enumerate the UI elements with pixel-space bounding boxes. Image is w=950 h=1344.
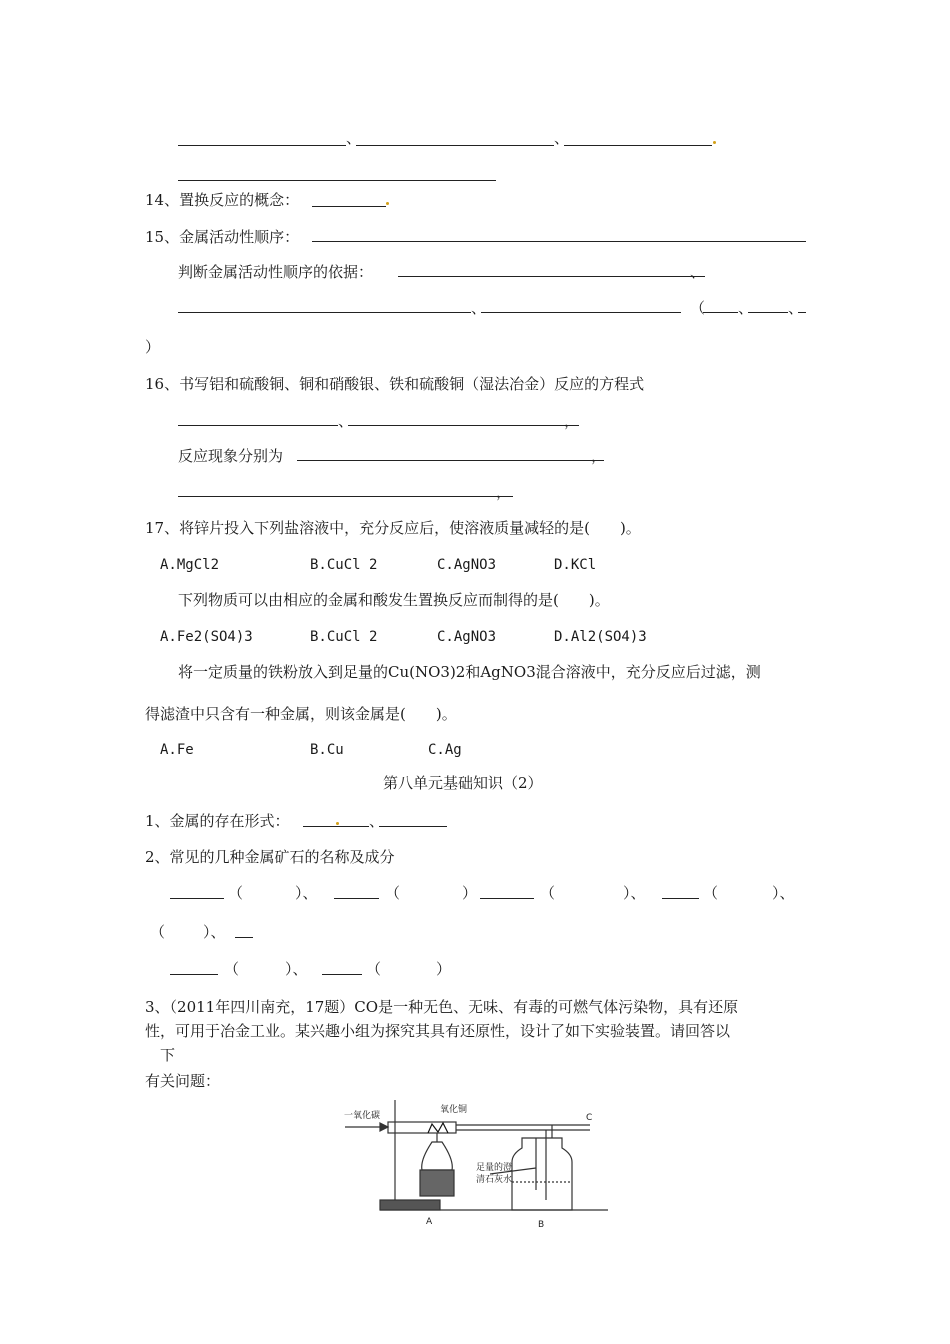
paren: ）、 — [772, 884, 795, 902]
blank[interactable] — [662, 898, 699, 899]
q17b-option-b: B.CuCl 2 — [310, 629, 378, 645]
paren: ） — [436, 960, 452, 978]
s2-label: 2、常见的几种金属矿石的名称及成分 — [145, 848, 395, 866]
q17b-option-c: C.AgNO3 — [437, 629, 497, 645]
paren: （ — [224, 960, 240, 978]
separator: ， — [591, 447, 607, 465]
blank[interactable] — [170, 974, 218, 975]
q17-option-d: D.KCl — [554, 557, 597, 573]
blank[interactable] — [235, 937, 253, 938]
stand-base — [380, 1200, 440, 1210]
q16-label: 16、书写铝和硫酸铜、铜和硝酸银、铁和硫酸铜（湿法冶金）反应的方程式 — [145, 375, 645, 393]
blank[interactable] — [498, 496, 513, 497]
lime-water-bottle — [512, 1138, 572, 1210]
paren: （ — [150, 923, 166, 941]
q16-phen-label: 反应现象分别为 — [178, 447, 284, 465]
paren: （ — [690, 299, 706, 317]
separator: 、 — [554, 129, 570, 147]
q17-option-c: C.AgNO3 — [437, 557, 497, 573]
q17c-option-a: A.Fe — [160, 742, 194, 758]
s3-line-1: 3、（2011年四川南充，17题）CO是一种无色、无味、有毒的可燃气体污染物，具有还原 — [145, 998, 739, 1016]
paren: ）、 — [203, 923, 226, 941]
blank[interactable] — [564, 145, 712, 146]
blank[interactable] — [178, 145, 346, 146]
separator: 、 — [738, 299, 754, 317]
label-c: C — [586, 1113, 593, 1123]
label-co: 一氧化碳 — [344, 1111, 381, 1121]
q17c-stem-2: 得滤渣中只含有一种金属，则该金属是( )。 — [145, 705, 457, 723]
blank[interactable] — [591, 460, 604, 461]
label-cuo: 氧化铜 — [440, 1105, 468, 1115]
blank[interactable] — [170, 898, 224, 899]
copper-oxide — [428, 1123, 448, 1133]
blank[interactable] — [748, 312, 788, 313]
section-title: 第八单元基础知识（2） — [383, 774, 543, 792]
label-a: A — [426, 1217, 433, 1227]
q17b-stem: 下列物质可以由相应的金属和酸发生置换反应而制得的是( )。 — [178, 591, 610, 609]
paren: （ — [385, 884, 401, 902]
label-lime-2: 清石灰水 — [476, 1175, 513, 1185]
q17c-stem-1: 将一定质量的铁粉放入到足量的Cu(NO3)2和AgNO3混合溶液中，充分反应后过滤，测 — [178, 663, 761, 681]
blank[interactable] — [297, 460, 591, 461]
apparatus-figure — [340, 1090, 615, 1235]
separator: 、 — [788, 299, 804, 317]
q17c-option-c: C.Ag — [428, 742, 462, 758]
separator: 、 — [346, 129, 362, 147]
paren: ）、 — [295, 884, 318, 902]
separator: 、 — [690, 263, 706, 281]
paren: ） — [462, 884, 478, 902]
paren: ）、 — [623, 884, 646, 902]
blank[interactable] — [178, 312, 471, 313]
alcohol-lamp — [422, 1142, 453, 1170]
blank[interactable] — [481, 312, 681, 313]
mark — [713, 141, 716, 144]
q17-option-a: A.MgCl2 — [160, 557, 220, 573]
separator: ， — [496, 483, 512, 501]
q17b-option-d: D.Al2(SO4)3 — [554, 629, 647, 645]
blank[interactable] — [480, 898, 534, 899]
blank[interactable] — [178, 180, 496, 181]
s3-line-4: 有关问题： — [145, 1072, 221, 1090]
blank[interactable] — [398, 276, 688, 277]
q17-stem: 17、将锌片投入下列盐溶液中，充分反应后，使溶液质量减轻的是( )。 — [145, 519, 641, 537]
mark — [336, 822, 339, 825]
blank[interactable] — [322, 974, 362, 975]
separator: ， — [564, 412, 580, 430]
blank[interactable] — [178, 496, 498, 497]
blank[interactable] — [348, 425, 566, 426]
blank[interactable] — [566, 425, 579, 426]
q17b-option-a: A.Fe2(SO4)3 — [160, 629, 253, 645]
blank[interactable] — [303, 826, 369, 827]
q14-label: 14、置换反应的概念： — [145, 191, 300, 209]
paren: （ — [540, 884, 556, 902]
blank[interactable] — [312, 206, 386, 207]
q15-basis-label: 判断金属活动性顺序的依据： — [178, 263, 374, 281]
blank[interactable] — [688, 276, 705, 277]
s3-line-3: 下 — [160, 1046, 176, 1064]
blank[interactable] — [312, 241, 806, 242]
s3-line-2: 性，可用于冶金工业。某兴趣小组为探究其具有还原性，设计了如下实验装置。请回答以 — [145, 1022, 731, 1040]
q15-label: 15、金属活动性顺序： — [145, 228, 300, 246]
blank[interactable] — [379, 826, 447, 827]
label-b: B — [538, 1220, 545, 1230]
blank[interactable] — [798, 312, 806, 313]
mark — [386, 202, 389, 205]
paren-close: ） — [145, 338, 161, 356]
paren: （ — [703, 884, 719, 902]
paren: （ — [366, 960, 382, 978]
blank[interactable] — [178, 425, 338, 426]
q17-option-b: B.CuCl 2 — [310, 557, 378, 573]
paren: ）、 — [285, 960, 308, 978]
blank[interactable] — [703, 312, 738, 313]
separator: 、 — [369, 812, 385, 830]
separator: 、 — [338, 412, 354, 430]
blank[interactable] — [334, 898, 379, 899]
separator: 、 — [471, 299, 487, 317]
blank[interactable] — [356, 145, 554, 146]
s1-label: 1、金属的存在形式： — [145, 812, 290, 830]
q17c-option-b: B.Cu — [310, 742, 344, 758]
paren: （ — [228, 884, 244, 902]
label-lime-1: 足量的澄 — [476, 1163, 513, 1173]
